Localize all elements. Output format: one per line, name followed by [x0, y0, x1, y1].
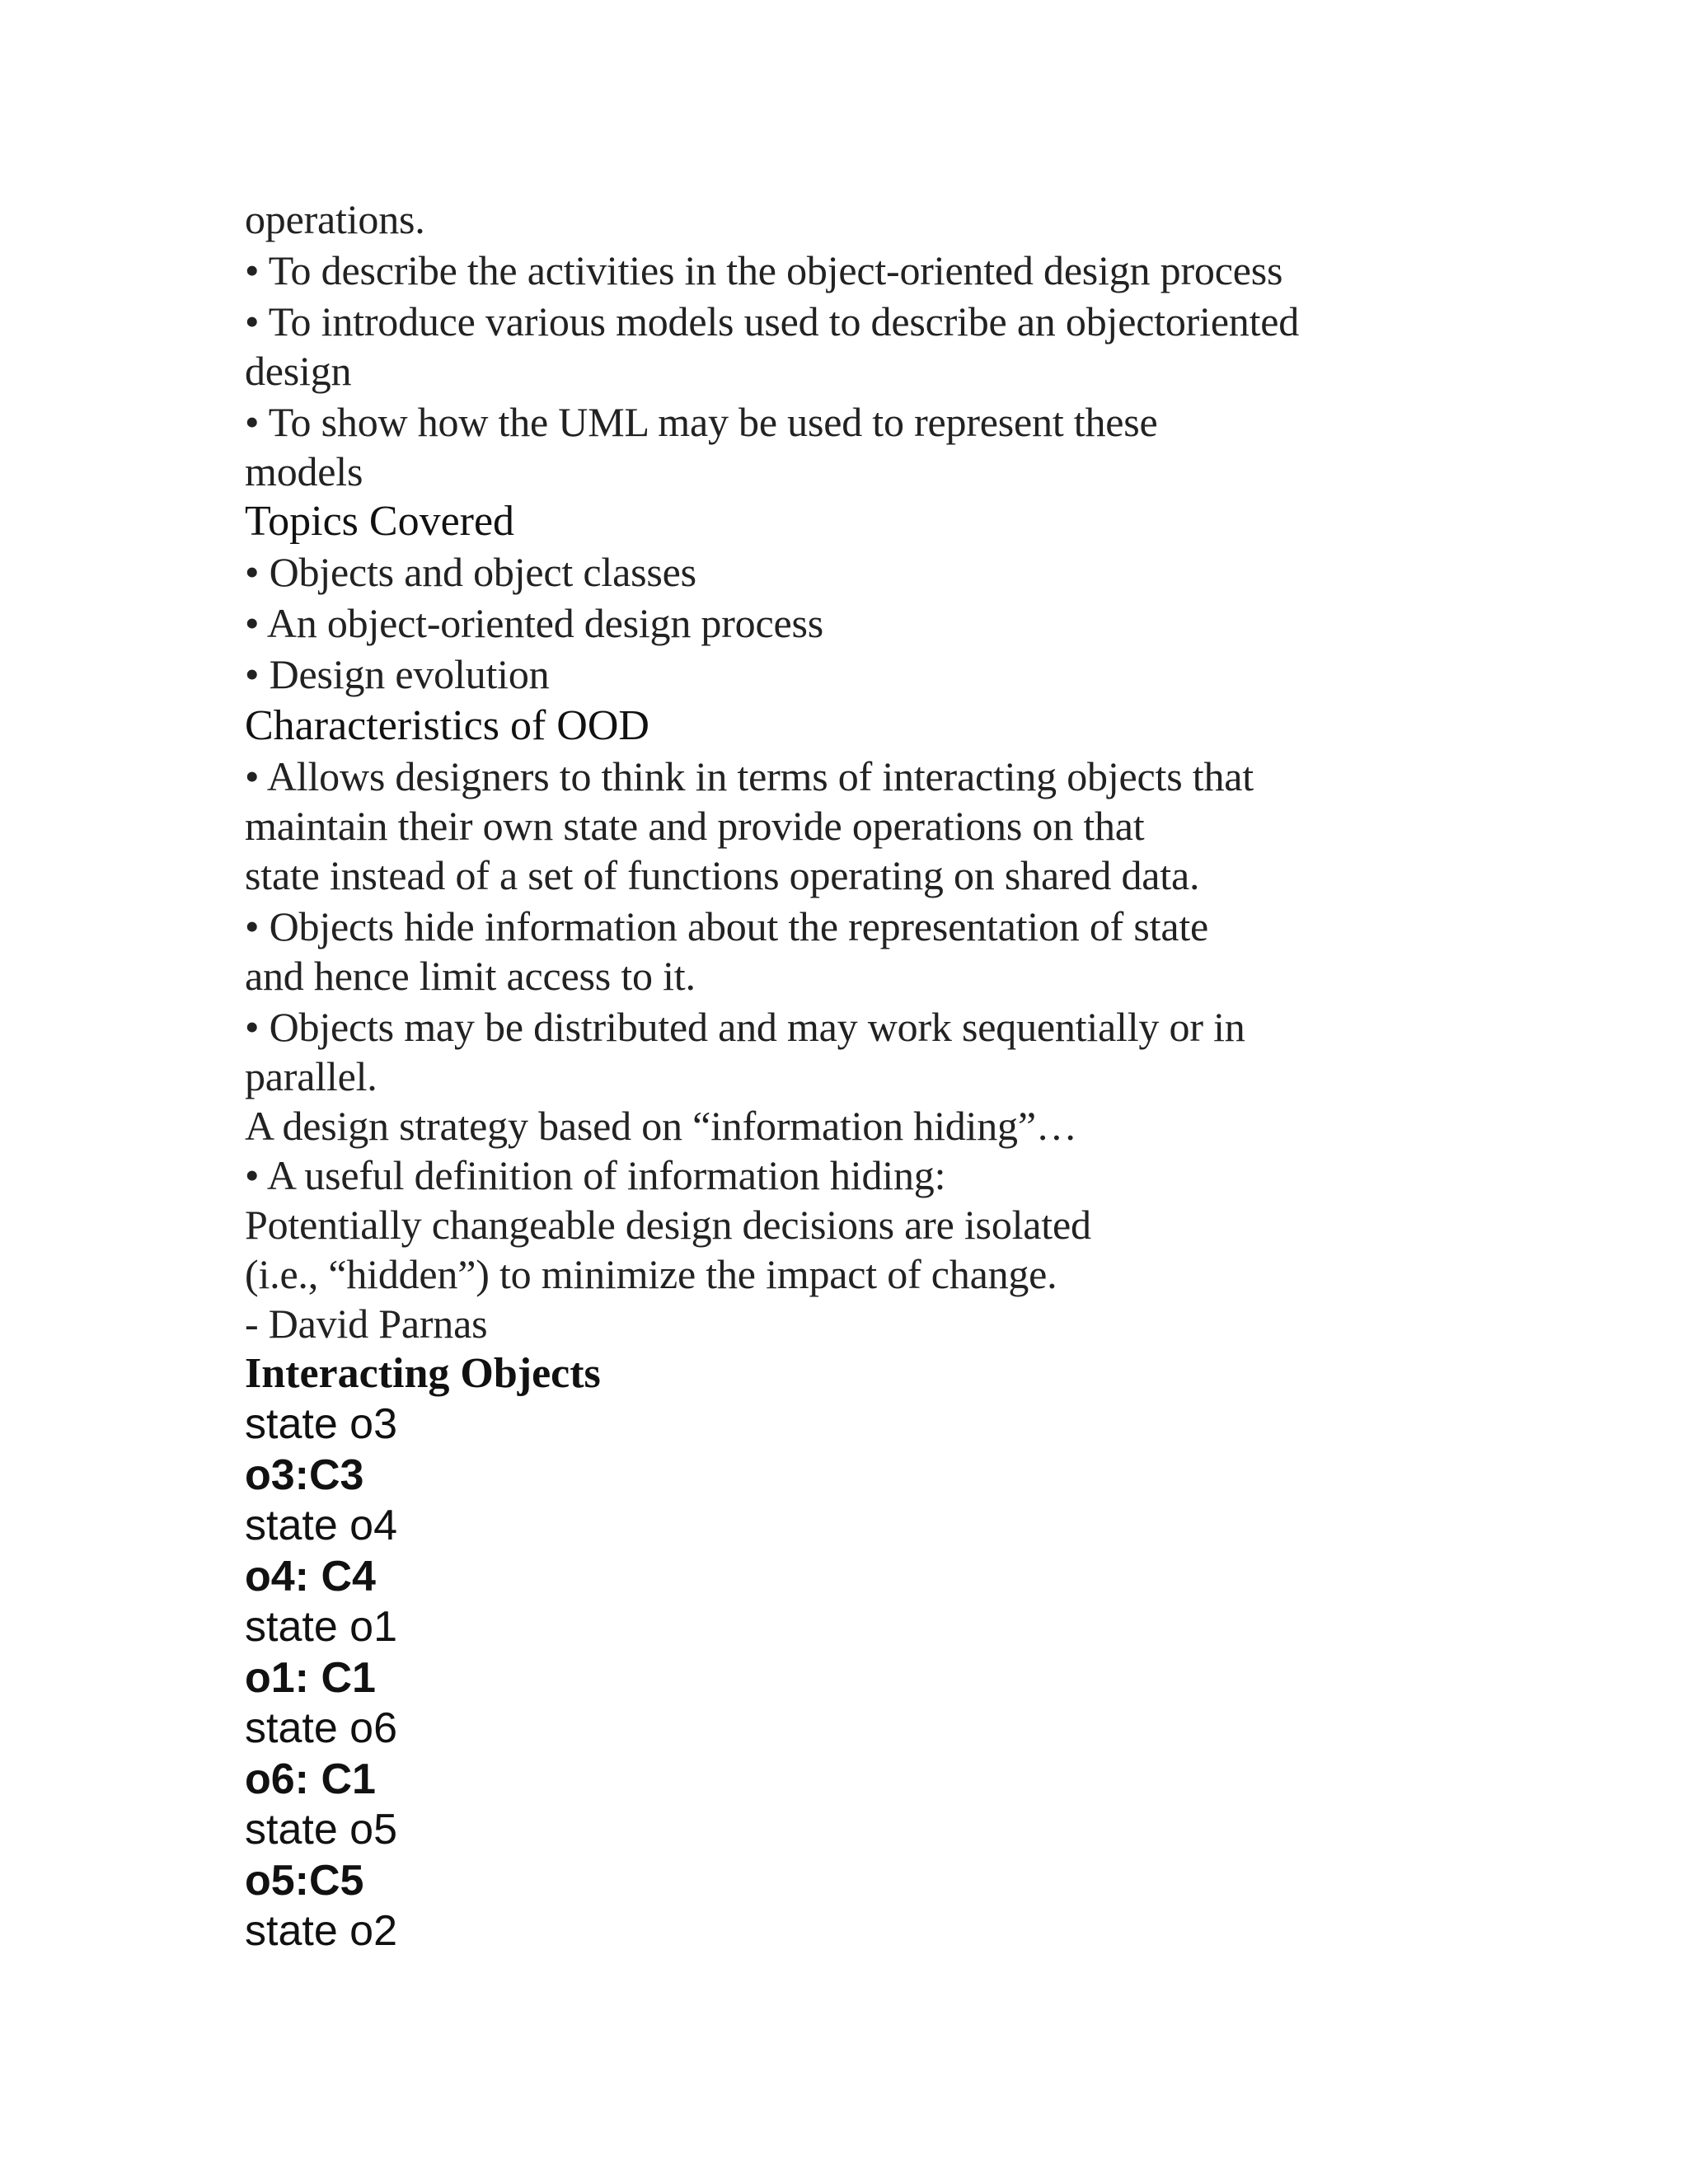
bullet-item: • To introduce various models used to describe an objectoriented [245, 298, 1300, 344]
bullet-item: • Allows designers to think in terms of interacting objects that [245, 753, 1254, 799]
text-line: design [245, 348, 352, 394]
object-state-label: state o1 [245, 1603, 398, 1651]
bullet-item: • Objects and object classes [245, 549, 696, 595]
object-class-label: o5:C5 [245, 1856, 364, 1905]
bullet-item: • An object-oriented design process [245, 600, 823, 646]
bullet-item: • Design evolution [245, 651, 550, 697]
object-class-label: o1: C1 [245, 1653, 376, 1702]
bullet-item: • To describe the activities in the object-oriented design process [245, 247, 1283, 293]
text-line: (i.e., “hidden”) to minimize the impact of change. [245, 1251, 1057, 1297]
section-heading: Characteristics of OOD [245, 702, 649, 749]
bullet-item: • To show how the UML may be used to represent these [245, 399, 1158, 445]
topics-section [245, 496, 1465, 699]
characteristics-section [245, 701, 1465, 1101]
document-page [245, 194, 1465, 1957]
bullet-item: • A useful definition of information hiding: [245, 1152, 946, 1198]
interacting-objects-section [245, 1348, 1465, 1957]
object-state-label: state o2 [245, 1907, 398, 1955]
object-state-label: state o3 [245, 1400, 398, 1448]
information-hiding-section [245, 1101, 1465, 1348]
text-line: A design strategy based on “information hiding”… [245, 1103, 1077, 1149]
bullet-item: • Objects may be distributed and may work sequentially or in [245, 1004, 1245, 1050]
section-heading: Topics Covered [245, 498, 515, 545]
object-state-label: state o5 [245, 1806, 398, 1854]
object-class-label: o3:C3 [245, 1451, 364, 1499]
quote-attribution: - David Parnas [245, 1301, 488, 1347]
object-state-label: state o4 [245, 1502, 398, 1549]
intro-section [245, 194, 1465, 496]
object-class-label: o6: C1 [245, 1755, 376, 1803]
text-line: state instead of a set of functions operating on shared data. [245, 852, 1200, 898]
text-line: and hence limit access to it. [245, 953, 696, 999]
object-state-label: state o6 [245, 1704, 398, 1752]
text-line: parallel. [245, 1053, 377, 1099]
text-line: models [245, 448, 363, 494]
object-class-label: o4: C4 [245, 1552, 376, 1601]
bullet-item: • Objects hide information about the representation of state [245, 903, 1209, 949]
text-line: operations. [245, 196, 425, 242]
section-heading: Interacting Objects [245, 1350, 601, 1397]
text-line: Potentially changeable design decisions are isolated [245, 1202, 1091, 1248]
text-line: maintain their own state and provide operations on that [245, 803, 1145, 849]
